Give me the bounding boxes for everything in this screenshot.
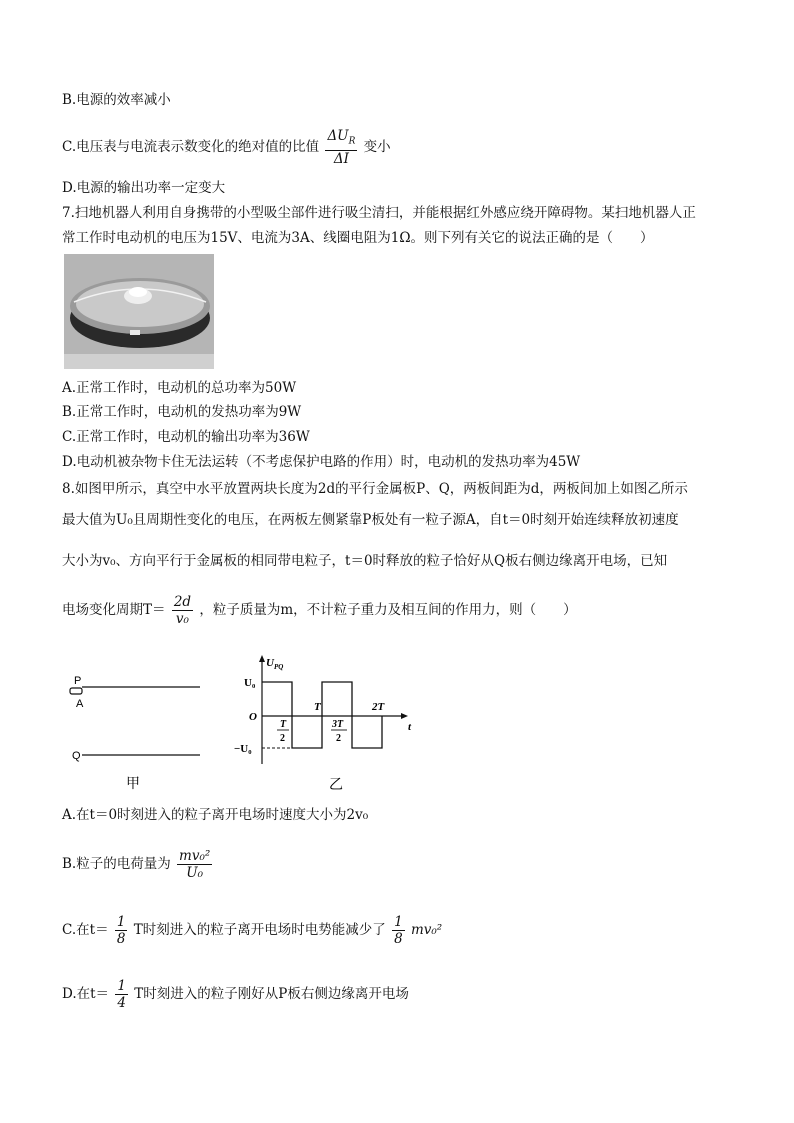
option-7d: D.电动机被杂物卡住无法运转（不考虑保护电路的作用）时，电动机的发热功率为45W — [62, 454, 581, 470]
label-q: Q — [72, 750, 81, 762]
option-6c-text: C.电压表与电流表示数变化的绝对值的比值 — [62, 138, 320, 155]
question-8-stem-line1: 8.如图甲所示，真空中水平放置两块长度为2d的平行金属板P、Q，两板间距为d，两板间加上如图乙所示 — [62, 481, 688, 497]
label-p: P — [74, 675, 82, 687]
option-8c-middle: T时刻进入的粒子离开电场时电势能减少了 — [133, 922, 386, 938]
label-a: A — [76, 698, 84, 710]
charge-fraction: $\frac{\text{mv₀²}}{\text{U₀}}$ — [179, 848, 211, 881]
option-8a: A.在t＝0时刻进入的粒子离开电场时速度大小为2v₀ — [62, 807, 369, 823]
label-u0: U₀ — [244, 677, 256, 689]
tick-three-half-den: 2 — [336, 733, 341, 744]
energy-fraction-8c: $\frac{1}{8}$ — [394, 914, 403, 947]
option-6d: D.电源的输出功率一定变大 — [62, 180, 226, 196]
figure-jia — [66, 672, 216, 792]
tick-half-num: T — [280, 719, 287, 730]
period-fraction: $\frac{2d}{\text{v₀}}$ — [173, 594, 192, 627]
question-8-stem-tail: ，粒子质量为m，不计粒子重力及相互间的作用力，则（ ） — [199, 602, 577, 618]
robot-vacuum-icon — [64, 254, 214, 369]
time-fraction-8c: $\frac{1}{8}$ — [116, 914, 126, 947]
option-6b: B.电源的效率减小 — [62, 92, 171, 108]
option-7a: A.正常工作时，电动机的总功率为50W — [62, 380, 297, 396]
option-8d-text: D.在t＝ — [62, 986, 110, 1002]
label-t-axis: t — [408, 721, 412, 733]
option-7c: C.正常工作时，电动机的输出功率为36W — [62, 429, 310, 445]
y-axis-arrow-icon — [259, 655, 265, 662]
question-7-stem-line2: 常工作时电动机的电压为15V、电流为3A、线圈电阻为1Ω。则下列有关它的说法正确的是（ ） — [62, 230, 654, 246]
question-8-stem-line2: 最大值为U₀且周期性变化的电压，在两板左侧紧靠P板处有一粒子源A，自t＝0时刻开始连续释放初速度 — [62, 512, 679, 528]
figure-yi — [226, 652, 426, 797]
tick-three-half-num: 3T — [332, 719, 344, 730]
caption-jia: 甲 — [126, 776, 140, 792]
option-7b: B.正常工作时，电动机的发热功率为9W — [62, 404, 302, 420]
tick-t: T — [314, 701, 321, 713]
option-6c-suffix: 变小 — [363, 138, 391, 155]
option-8d-suffix: T时刻进入的粒子刚好从P板右侧边缘离开电场 — [134, 986, 409, 1002]
option-8c-text: C.在t＝ — [62, 922, 109, 938]
ratio-fraction: $\frac{\Delta U_R}{\Delta I}$ — [327, 128, 356, 167]
particle-source-icon — [70, 688, 82, 694]
period-label: 电场变化周期T＝ — [62, 602, 166, 618]
option-8c-energy: mv₀² — [410, 922, 443, 938]
label-neg-u0: −U₀ — [234, 743, 252, 755]
question-8-stem-line4 — [62, 594, 577, 627]
label-origin: O — [249, 711, 257, 723]
option-8b-text: B.粒子的电荷量为 — [62, 856, 171, 872]
robot-vacuum-image — [64, 254, 214, 369]
axis-y-label: $U_{PQ}$ — [266, 657, 284, 671]
x-axis-arrow-icon — [401, 713, 408, 719]
question-7-stem-line1: 7.扫地机器人利用自身携带的小型吸尘部件进行吸尘清扫，并能根据红外感应绕开障碍物。某扫地机器人正 — [62, 205, 696, 221]
tick-half-den: 2 — [280, 733, 285, 744]
option-6c — [62, 128, 391, 167]
time-fraction-8d: $\frac{1}{4}$ — [117, 978, 126, 1011]
caption-yi: 乙 — [329, 777, 343, 793]
option-8d — [62, 978, 409, 1011]
option-8c — [62, 914, 442, 947]
question-8-stem-line3: 大小为v₀、方向平行于金属板的相同带电粒子，t＝0时释放的粒子恰好从Q板右侧边缘离开电场，已知 — [62, 553, 668, 569]
option-8b — [62, 848, 214, 881]
tick-2t: 2T — [372, 701, 385, 713]
